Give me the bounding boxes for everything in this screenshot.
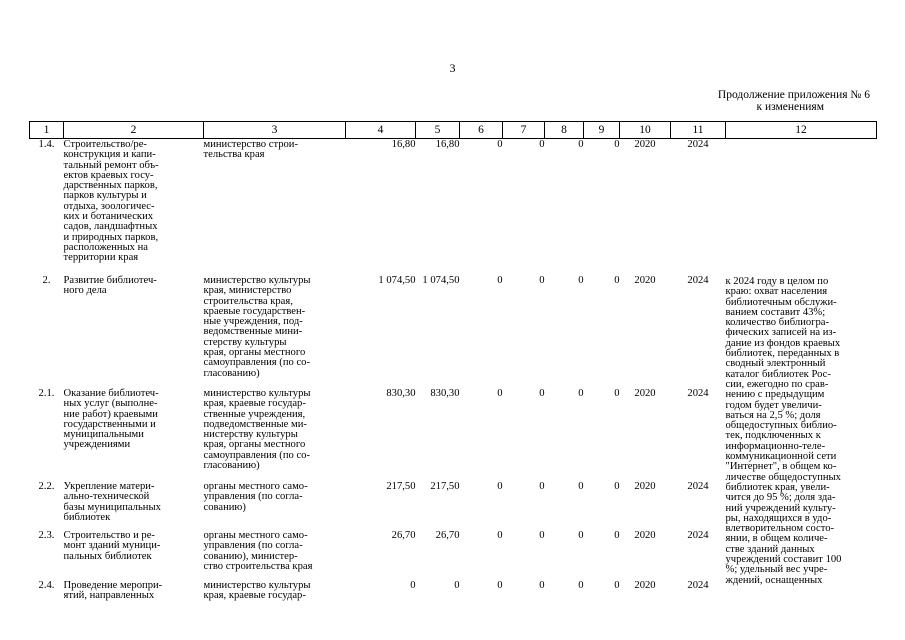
value-col8: 0 [578,530,584,541]
executor: органы местного само- управления (по согла- сованию), министер- ство строительства края [203,530,313,572]
column-header: 11 [671,122,726,139]
column-header: 2 [64,122,204,139]
value-col5: 0 [454,580,460,591]
value-col9: 0 [614,388,620,399]
activity-name: Строительство/ре- конструкция и капи- тальный ремонт объ- ектов краевых госу- дарственных парков, парков культуры и отдыха, зоологичес- ких и ботанических садов, ландшафтных и природных парков, расположенных на территории края [63,139,159,264]
program-table [29,121,877,611]
table-row [30,139,877,276]
value-col8: 0 [578,275,584,286]
column-header: 7 [503,122,545,139]
column-header: 3 [204,122,346,139]
activity-name: Укрепление матери- ально-технической базы муниципальных библиотек [63,481,161,523]
column-header: 8 [545,122,584,139]
row-number: 1.4. [38,139,55,150]
activity-name: Строительство и ре- монт зданий муници- пальных библиотек [63,530,161,562]
activity-name: Развитие библиотеч- ного дела [63,275,157,297]
end-year: 2024 [687,481,709,492]
activity-name [64,580,204,611]
value-col4: 26,70 [391,530,416,541]
value-col4: 0 [410,580,416,591]
value-col6: 0 [497,388,503,399]
start-year: 2020 [634,275,656,286]
value-col7: 0 [539,275,545,286]
start-year: 2020 [634,139,656,150]
row-number: 2.4. [38,580,55,591]
row-number: 2.3. [38,530,55,541]
value-col6: 0 [497,530,503,541]
column-header: 4 [346,122,416,139]
appendix-note-line2: к изменениям [756,101,824,113]
value-col9: 0 [614,139,620,150]
row-number: 2. [42,275,51,286]
table-row [30,275,877,388]
start-year: 2020 [634,580,656,591]
value-col8: 0 [578,388,584,399]
value-col9: 0 [614,275,620,286]
end-year: 2024 [687,388,709,399]
end-year: 2024 [687,275,709,286]
end-year: 2024 [687,139,709,150]
column-header: 9 [584,122,620,139]
value-col4: 16,80 [391,139,416,150]
end-year: 2024 [687,530,709,541]
column-header: 10 [620,122,671,139]
value-col4: 1 074,50 [378,275,416,286]
value-col9: 0 [614,481,620,492]
column-header: 1 [30,122,64,139]
value-col6: 0 [497,580,503,591]
value-col8: 0 [578,580,584,591]
value-col6: 0 [497,481,503,492]
value-col7: 0 [539,481,545,492]
executor: министерство культуры края, краевые государ- ственные учреждения, подведомственные ми- нистерству культуры края, органы местного самоуправления (по со- гласованию) [203,388,311,472]
row-number: 2.1. [38,388,55,399]
value-col7: 0 [539,530,545,541]
value-col4: 830,30 [386,388,416,399]
value-col7: 0 [539,580,545,591]
start-year: 2020 [634,388,656,399]
value-col5: 1 074,50 [422,275,460,286]
start-year: 2020 [634,530,656,541]
expected-result [726,275,877,611]
value-col7: 0 [539,388,545,399]
value-col5: 26,70 [435,530,460,541]
end-year: 2024 [687,580,709,591]
activity-name: Оказание библиотеч- ных услуг (выполне- ние работ) краевыми государственными и муниципальными учреждениями [63,388,159,451]
appendix-note-line1: Продолжение приложения № 6 [717,89,870,101]
value-col4: 217,50 [386,481,416,492]
column-header: 6 [460,122,503,139]
executor-text: министерство культуры края, краевые государ- [203,581,311,602]
expected-result-empty [726,139,877,276]
value-col8: 0 [578,481,584,492]
value-col7: 0 [539,139,545,150]
value-col8: 0 [578,139,584,150]
column-header: 12 [726,122,877,139]
appendix-note [690,89,880,113]
value-col5: 217,50 [430,481,460,492]
page-number: 3 [449,61,456,75]
activity-name-text: Проведение меропри- ятий, направленных [63,581,163,602]
value-col5: 16,80 [435,139,460,150]
column-header: 5 [416,122,460,139]
value-col6: 0 [497,139,503,150]
value-col9: 0 [614,530,620,541]
executor: министерство строи- тельства края [203,139,299,161]
start-year: 2020 [634,481,656,492]
value-col6: 0 [497,275,503,286]
executor: министерство культуры края, министерство строительства края, краевые государствен- ные учреждения, под- ведомственные мини- стерству культуры края, органы местного самоуправления (по со- гласованию) [203,275,311,379]
executor [204,580,346,611]
table-header-row [30,122,877,139]
value-col5: 830,30 [430,388,460,399]
expected-result-text: к 2024 году в целом по краю: охват населения библиотечным обслужи- ванием составит 43%; количество библиогра- фических записей на из- дание из фондов краевых библиотек, переданных в сводный электронный каталог библиотек Рос- сии, ежегодно по срав- нению с предыдущим годом будет увеличи- ваться на 2,5 %; доля общедоступных библио- тек, подключенных к информационно-теле- коммуникационной сети "Интернет", в общем ко- личестве общедоступных библиотек края, увели- чится до 95 %; доля зда- ний учреждений культу- ры, находящихся в удо- влетворительном состо- янии, в общем количе- стве зданий данных учреждений составит 100 %; удельный вес учре- ждений, оснащенных [725,276,842,586]
value-col9: 0 [614,580,620,591]
row-number: 2.2. [38,481,55,492]
executor: органы местного само- управления (по согла- сованию) [203,481,308,513]
